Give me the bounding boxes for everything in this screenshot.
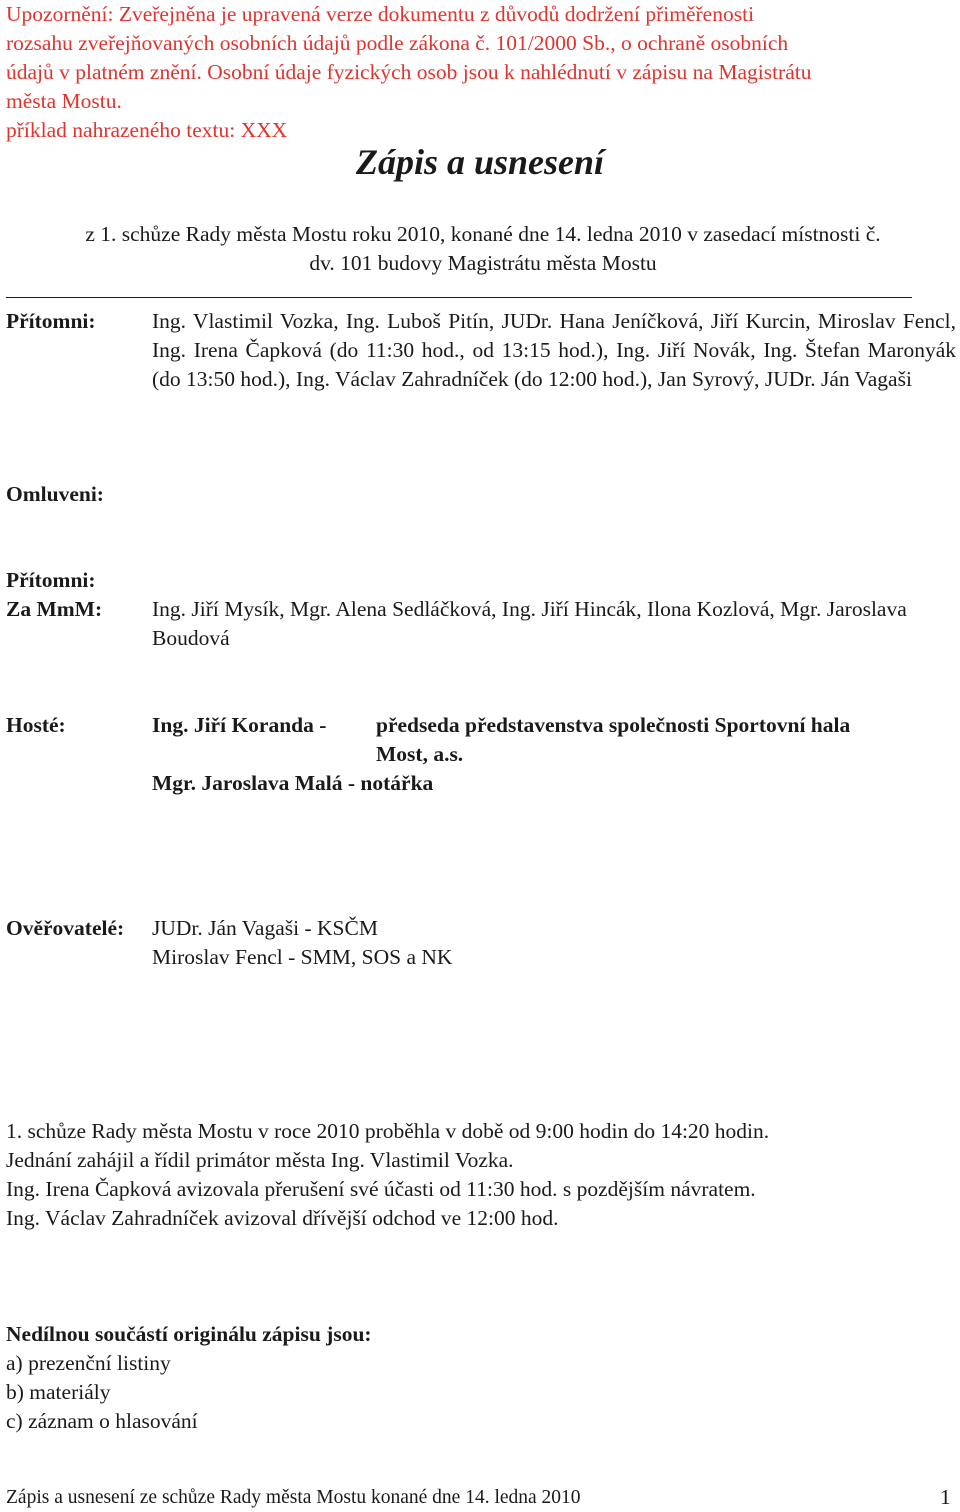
guest-name: Ing. Jiří Koranda - bbox=[152, 713, 327, 737]
guests-list bbox=[152, 711, 956, 798]
notice-line: rozsahu zveřejňovaných osobních údajů podle zákona č. 101/2000 Sb., o ochraně osobních bbox=[6, 31, 789, 55]
appendix-item: b) materiály bbox=[6, 1380, 111, 1404]
meeting-info-line: Jednání zahájil a řídil primátor města Ing. Vlastimil Vozka. bbox=[6, 1148, 514, 1172]
appendix-heading: Nedílnou součástí originálu zápisu jsou: bbox=[6, 1322, 372, 1346]
notice-example: příklad nahrazeného textu: XXX bbox=[6, 118, 288, 142]
document-subtitle bbox=[18, 220, 948, 278]
subtitle-line: z 1. schůze Rady města Mostu roku 2010, konané dne 14. ledna 2010 v zasedací místnosti č. bbox=[85, 222, 881, 246]
guests-label: Hosté: bbox=[6, 713, 66, 737]
verifiers-list bbox=[152, 914, 452, 972]
verifier-item: Miroslav Fencl - SMM, SOS a NK bbox=[152, 945, 453, 969]
meeting-info bbox=[6, 1117, 956, 1233]
guest-item bbox=[152, 711, 956, 740]
za-mmm-label: Za MmM: bbox=[6, 597, 103, 621]
meeting-info-line: Ing. Irena Čapková avizovala přerušení své účasti od 11:30 hod. s pozdějším návratem. bbox=[6, 1177, 756, 1201]
meeting-info-line: 1. schůze Rady města Mostu v roce 2010 proběhla v době od 9:00 hodin do 14:20 hodin. bbox=[6, 1119, 770, 1143]
guest-role-continued: Most, a.s. bbox=[376, 742, 464, 766]
page-footer: Zápis a usnesení ze schůze Rady města Mostu konané dne 14. ledna 2010 bbox=[6, 1487, 581, 1508]
notice-line: Upozornění: Zveřejněna je upravená verze dokumentu z důvodů dodržení přiměřenosti bbox=[6, 2, 755, 26]
present-list: Ing. Vlastimil Vozka, Ing. Luboš Pitín, JUDr. Hana Jeníčková, Jiří Kurcin, Miroslav Fencl, Ing. Irena Čapková (do 11:30 hod., od 13:15 hod.), Ing. Jiří Novák, Ing. Štefan Maronyák (do 13:50 hod.), Ing. Václav Zahradníček (do 12:00 hod.), Jan Syrový, JUDr. Ján Vagaši bbox=[152, 309, 956, 391]
page-number: 1 bbox=[940, 1485, 951, 1509]
document-title: Zápis a usnesení bbox=[355, 142, 605, 182]
appendix-item: c) záznam o hlasování bbox=[6, 1409, 198, 1433]
notice-line: údajů v platném znění. Osobní údaje fyzických osob jsou k nahlédnutí v zápisu na Magistrátu bbox=[6, 60, 812, 84]
verifier-item: JUDr. Ján Vagaši - KSČM bbox=[152, 916, 378, 940]
guest-item: Mgr. Jaroslava Malá - notářka bbox=[152, 771, 434, 795]
present-mmm-list: Ing. Jiří Mysík, Mgr. Alena Sedláčková, Ing. Jiří Hincák, Ilona Kozlová, Mgr. Jaroslava Boudová bbox=[152, 597, 907, 650]
meeting-info-line: Ing. Václav Zahradníček avizoval dřívější odchod ve 12:00 hod. bbox=[6, 1206, 559, 1230]
guest-role: předseda představenstva společnosti Sportovní hala bbox=[376, 713, 851, 737]
subtitle-line: dv. 101 budovy Magistrátu města Mostu bbox=[309, 251, 657, 275]
present-mmm-label: Přítomni: bbox=[6, 568, 96, 592]
notice-line: města Mostu. bbox=[6, 89, 122, 113]
present-label: Přítomni: bbox=[6, 309, 96, 333]
verifiers-label: Ověřovatelé: bbox=[6, 916, 125, 940]
divider-line bbox=[6, 297, 912, 298]
redaction-notice bbox=[6, 0, 951, 145]
appendix-item: a) prezenční listiny bbox=[6, 1351, 171, 1375]
excused-label: Omluveni: bbox=[6, 482, 104, 506]
appendix bbox=[6, 1320, 956, 1436]
